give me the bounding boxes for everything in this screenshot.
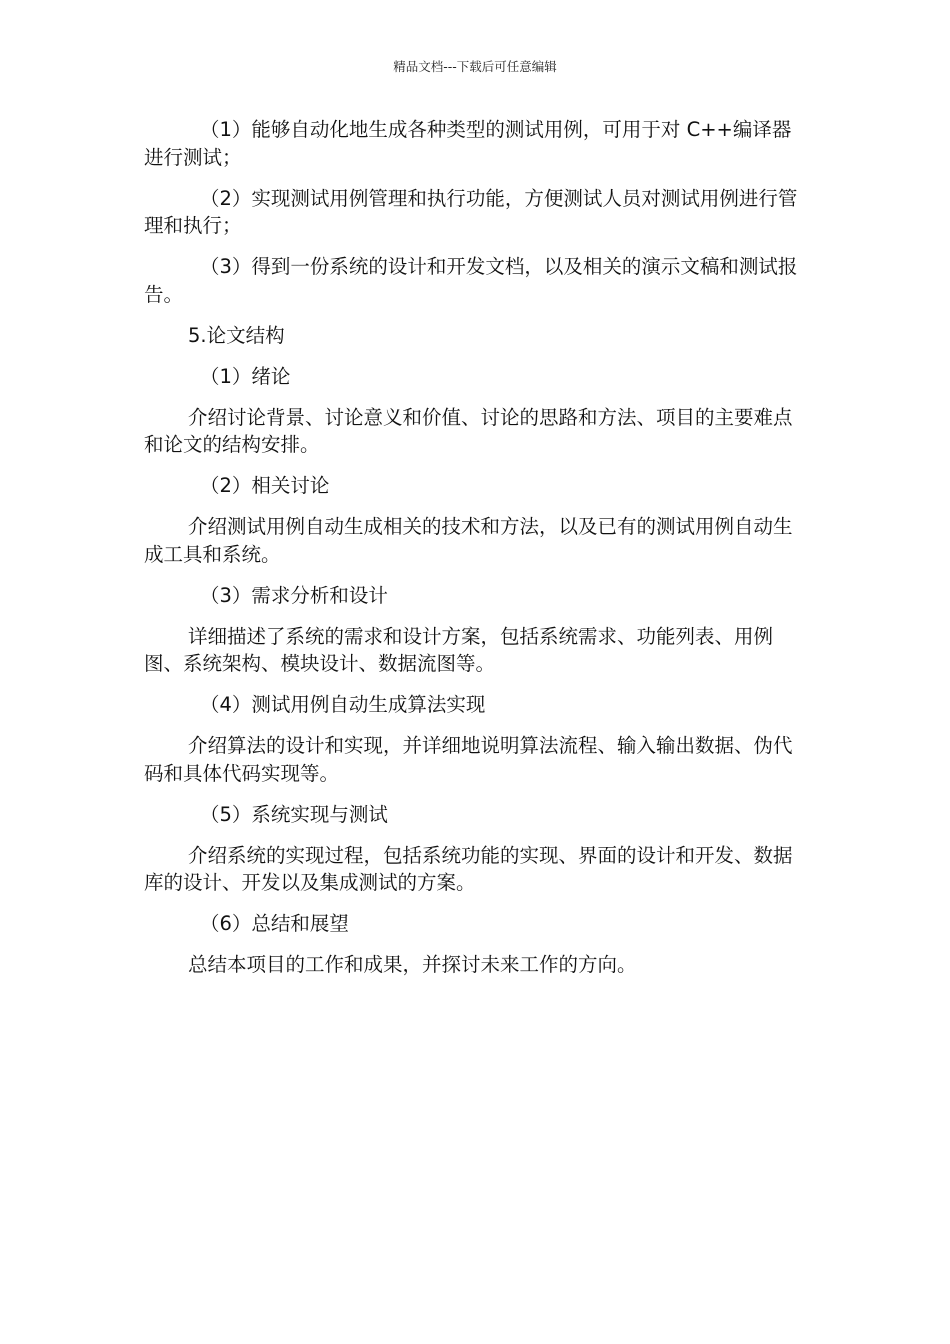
- chapter-5-description: 介绍系统的实现过程，包括系统功能的实现、界面的设计和开发、数据库的设计、开发以及集成测试的方案。: [144, 843, 793, 894]
- document-body: [144, 116, 809, 992]
- chapter-4-description: 介绍算法的设计和实现，并详细地说明算法流程、输入输出数据、伪代码和具体代码实现等。: [144, 734, 793, 785]
- chapter-4-heading: （4）测试用例自动生成算法实现: [200, 693, 486, 716]
- chapter-5-heading: （5）系统实现与测试: [200, 802, 388, 826]
- chapter-6-description: 总结本项目的工作和成果，并探讨未来工作的方向。: [188, 953, 637, 976]
- goal-2-paragraph: （2）实现测试用例管理和执行功能，方便测试人员对测试用例进行管理和执行；: [144, 186, 798, 237]
- goal-3-paragraph: （3）得到一份系统的设计和开发文档，以及相关的演示文稿和测试报告。: [144, 255, 798, 306]
- chapter-3-heading: （3）需求分析和设计: [200, 583, 388, 607]
- page-header: 精品文档---下载后可任意编辑: [393, 59, 557, 74]
- section-heading-thesis-structure: 5.论文结构: [188, 323, 285, 347]
- chapter-1-description: 介绍讨论背景、讨论意义和价值、讨论的思路和方法、项目的主要难点和论文的结构安排。: [144, 405, 793, 456]
- chapter-2-heading: （2）相关讨论: [200, 474, 330, 497]
- chapter-3-description: 详细描述了系统的需求和设计方案，包括系统需求、功能列表、用例图、系统架构、模块设计、数据流图等。: [144, 624, 774, 675]
- chapter-2-description: 介绍测试用例自动生成相关的技术和方法，以及已有的测试用例自动生成工具和系统。: [144, 515, 793, 566]
- chapter-6-heading: （6）总结和展望: [200, 912, 349, 935]
- chapter-1-heading: （1）绪论: [200, 364, 291, 388]
- goal-1-paragraph: （1）能够自动化地生成各种类型的测试用例，可用于对 C++编译器进行测试；: [144, 118, 792, 169]
